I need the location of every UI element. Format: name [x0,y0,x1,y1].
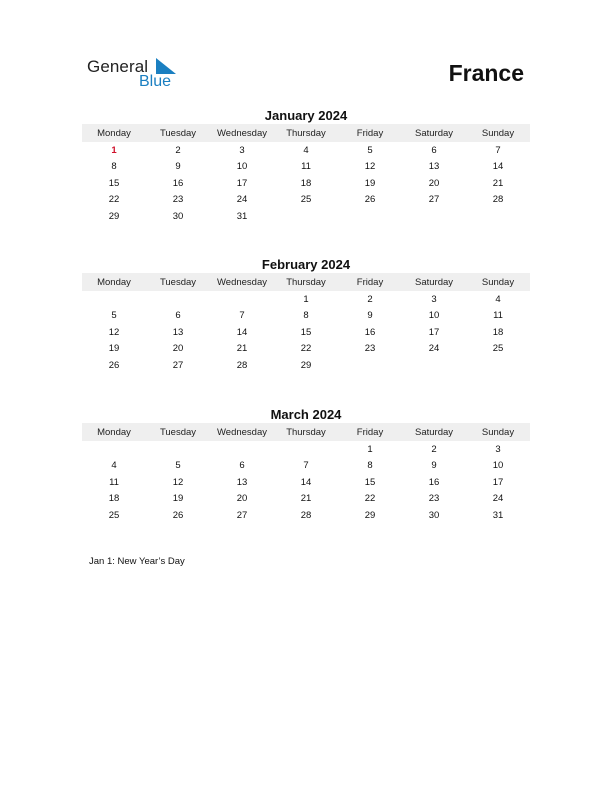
day-cell: 8 [367,460,373,472]
day-cell: 19 [108,343,120,355]
day-cell: 10 [236,161,248,173]
weekday-header: Tuesday [159,276,197,288]
day-cell: 24 [492,493,504,505]
day-cell: 11 [301,161,311,173]
day-cell: 18 [108,493,120,505]
day-cell: 23 [428,493,440,505]
weekday-header: Saturday [414,276,454,288]
week-row [82,175,530,192]
day-cell: 17 [236,177,248,189]
weekday-header: Friday [356,426,384,438]
month-title: January 2024 [264,108,348,123]
day-cell: 5 [111,310,117,322]
week-row [82,324,530,341]
day-cell: 14 [236,326,248,338]
weekday-header: Sunday [481,127,515,139]
month-title: March 2024 [270,407,342,422]
day-cell: 21 [492,177,504,189]
day-cell: 31 [492,509,504,521]
holiday-note: Jan 1: New Year’s Day [89,556,185,567]
day-cell: 16 [172,177,184,189]
logo-general-text: General [87,57,149,76]
day-cell: 23 [364,343,376,355]
day-cell: 5 [367,144,373,156]
day-cell: 29 [364,509,376,521]
day-cell: 28 [492,194,504,206]
month-block [82,256,530,374]
day-cell: 19 [364,177,376,189]
day-cell: 14 [300,476,312,488]
weekday-header: Sunday [481,276,515,288]
week-row [82,308,530,325]
weekday-header: Wednesday [217,276,267,288]
day-cell: 28 [300,509,312,521]
weekday-header-row [82,124,530,142]
day-cell: 22 [364,493,376,505]
day-cell: 20 [428,177,440,189]
day-cell: 21 [300,493,312,505]
day-cell: 15 [108,177,120,189]
day-cell: 6 [431,144,437,156]
day-cell: 8 [111,161,117,173]
week-row [82,357,530,374]
day-cell: 3 [239,144,245,156]
week-row [82,192,530,209]
day-cell: 25 [108,509,120,521]
day-cell: 15 [300,326,312,338]
day-cell: 21 [236,343,248,355]
weekday-header-row [82,423,530,441]
weekday-header: Wednesday [217,127,267,139]
day-cell: 30 [428,509,440,521]
day-cell: 12 [108,326,120,338]
weekday-header: Tuesday [159,127,197,139]
day-cell: 10 [492,460,504,472]
day-cell: 7 [303,460,309,472]
day-cell: 17 [492,476,504,488]
day-cell: 27 [172,359,184,371]
day-cell: 7 [239,310,245,322]
weekday-header: Saturday [414,426,454,438]
day-cell: 17 [428,326,440,338]
day-cell: 11 [109,476,119,488]
day-cell: 11 [493,310,503,322]
weekday-header: Monday [97,426,131,438]
day-cell: 4 [303,144,309,156]
day-cell: 18 [300,177,312,189]
day-cell: 24 [236,194,248,206]
day-cell: 2 [175,144,181,156]
day-cell: 25 [300,194,312,206]
day-cell: 27 [236,509,248,521]
day-cell: 10 [428,310,440,322]
day-cell: 25 [492,343,504,355]
logo-blue-text: Blue [139,73,172,90]
day-cell: 31 [236,210,248,222]
month-block [82,107,530,225]
day-cell: 5 [175,460,181,472]
day-cell: 1 [111,144,117,156]
day-cell: 9 [175,161,181,173]
day-cell: 16 [428,476,440,488]
week-row [82,474,530,491]
weekday-header: Monday [97,127,131,139]
day-cell: 2 [431,443,437,455]
day-cell: 27 [428,194,440,206]
month-title: February 2024 [261,257,351,272]
weekday-header: Tuesday [159,426,197,438]
day-cell: 22 [108,194,120,206]
weekday-header: Friday [356,276,384,288]
country-title: France [448,60,524,86]
day-cell: 12 [364,161,376,173]
day-cell: 29 [300,359,312,371]
day-cell: 20 [172,343,184,355]
day-cell: 23 [172,194,184,206]
day-cell: 9 [367,310,373,322]
week-row [82,142,530,159]
day-cell: 7 [495,144,501,156]
day-cell: 24 [428,343,440,355]
day-cell: 22 [300,343,312,355]
day-cell: 13 [172,326,184,338]
day-cell: 29 [108,210,120,222]
day-cell: 6 [175,310,181,322]
day-cell: 9 [431,460,437,472]
week-row [82,291,530,308]
day-cell: 12 [172,476,184,488]
weekday-header: Saturday [414,127,454,139]
weekday-header: Thursday [286,127,326,139]
day-cell: 19 [172,493,184,505]
day-cell: 3 [495,443,501,455]
day-cell: 13 [428,161,440,173]
weekday-header: Friday [356,127,384,139]
day-cell: 16 [364,326,376,338]
day-cell: 2 [367,293,373,305]
weekday-header: Monday [97,276,131,288]
day-cell: 20 [236,493,248,505]
day-cell: 15 [364,476,376,488]
day-cell: 4 [495,293,501,305]
day-cell: 14 [492,161,504,173]
week-row [82,458,530,475]
week-row [82,159,530,176]
day-cell: 26 [108,359,120,371]
day-cell: 6 [239,460,245,472]
week-row [82,341,530,358]
week-row [82,208,530,225]
logo [87,56,187,92]
day-cell: 26 [172,509,184,521]
weekday-header: Thursday [286,276,326,288]
weekday-header-row [82,273,530,291]
weekday-header: Wednesday [217,426,267,438]
day-cell: 4 [111,460,117,472]
month-block [82,406,530,524]
day-cell: 1 [367,443,373,455]
day-cell: 8 [303,310,309,322]
day-cell: 3 [431,293,437,305]
day-cell: 30 [172,210,184,222]
weekday-header: Sunday [481,426,515,438]
day-cell: 18 [492,326,504,338]
day-cell: 13 [236,476,248,488]
day-cell: 1 [303,293,309,305]
week-row [82,507,530,524]
day-cell: 26 [364,194,376,206]
week-row [82,441,530,458]
weekday-header: Thursday [286,426,326,438]
week-row [82,491,530,508]
day-cell: 28 [236,359,248,371]
